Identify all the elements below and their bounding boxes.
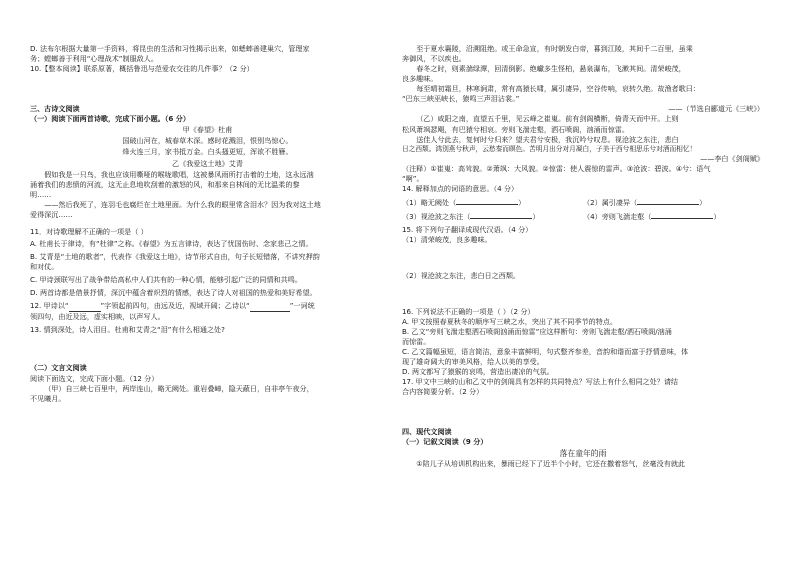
- section-3-2-title: （二）文言文阅读: [30, 363, 87, 373]
- passage-yi-line: 松风萧飒瑟飓，有巴猿兮相哀。旁则飞湍走壑，洒石喷阁，汹涌而惊雷。: [402, 124, 629, 134]
- q15-item-1: （1）清荣峻茂，良多趣味。: [402, 234, 492, 244]
- passage-jia-line: （甲）自三峡七百里中，两岸连山，略无阙处。重岩叠嶂，隐天蔽日，自非亭午夜分，: [44, 383, 314, 393]
- q11-option-d: D. 两首诗都是借景抒情，深沉中蕴含着炽烈的情感，表达了诗人对祖国的热爱和美好希望。: [30, 288, 317, 298]
- passage-yi-line: （乙）咸阳之南，直望五千里，见云峰之崔嵬。前有剑阁横断，倚青天而中开。上则: [416, 114, 679, 124]
- poem-1-title: 甲《春望》杜甫: [182, 125, 233, 135]
- section-3-title: 三、古诗文阅读: [30, 104, 80, 114]
- poem-1-line: 烽火连三月，家书抵万金。白头搔更短，浑欲不胜簪。: [122, 147, 293, 157]
- q16-option-b-cont: 而惊雷。: [402, 336, 431, 346]
- q14-label: （4）旁则飞湍走壑: [583, 212, 645, 222]
- q14-blank-2[interactable]: [637, 196, 699, 205]
- question-15: 15. 将下列句子翻译成现代汉语。（4 分）: [402, 224, 533, 234]
- q12-text: ”一词统: [289, 301, 315, 311]
- q9-option-d-line1: D. 法布尔根据大量第一手资料，将昆虫的生活和习性揭示出来，如蟋蟀善建巢穴，管理家: [30, 44, 310, 53]
- q11-option-b-cont: 和对仗。: [30, 262, 59, 272]
- passage-jia-line: 每至晴初霜旦，林寒涧肃，常有高猿长啸，属引凄异，空谷传响，哀转久绝。故渔者歌曰：: [416, 84, 700, 94]
- q11-option-a: A. 杜甫长于律诗，有“杜律”之称。《春望》为五言律诗，表达了忧国伤时、念家悲己之情。: [30, 238, 313, 248]
- passage-jia-line: 春冬之时，则素湍绿潭，回清倒影。绝巘多生怪柏，悬泉瀑布，飞漱其间。清荣峻茂，: [416, 64, 686, 74]
- passage-jia-line: 奔御风，不以疾也。: [402, 54, 466, 64]
- annotation-cont: “啊”。: [402, 174, 424, 184]
- q11-option-b: B. 艾青是“土地的歌者”，代表作《我爱这土地》，诗节形式自由，句子长短错落，不讲究押韵: [30, 252, 320, 261]
- q12-text: 12. 甲诗以“: [30, 301, 69, 311]
- poem-2-line: 涌着我们的悲愤的河流，这无止息地吹刮着的激怒的风，和那来自林间的无比温柔的黎: [30, 179, 300, 189]
- question-13: 13. 情到深处，诗人泪目。杜甫和艾青之“泪”有什么相通之处?: [30, 325, 225, 335]
- question-17: 17. 甲文中三峡的山和乙文中的剑阁具有怎样的共同特点？写法上有什么相同之处？请结: [402, 377, 679, 387]
- question-16: 16. 下列说法不正确的一项是（ ）（2 分）: [402, 306, 535, 316]
- q16-option-c: C. 乙文篇幅虽短，语言简洁，意象丰富鲜明，句式整齐参差，音韵和谐而富于抒情意味，体: [402, 346, 689, 356]
- question-17-cont: 合内容简要分析。（2 分）: [402, 387, 484, 397]
- q11-option-c: C. 甲诗颈联写出了战争带给高私中人们共有的一种心情，能够引起广泛的同情和共鸣。: [30, 275, 302, 285]
- essay-paragraph-1: ①陪儿子从培训机构出来，暴雨已经下了近半个小时，它还在撒着怒气，丝毫没有就此: [416, 459, 686, 469]
- question-12-cont: 领四句，由近及远，虚实相映，以声写人。: [30, 312, 165, 322]
- q14-blank-3[interactable]: [470, 210, 532, 219]
- poem-2-line: 爱得深沉……: [30, 209, 73, 219]
- q14-item-4: （4）旁则飞湍走壑（ ）: [583, 212, 721, 222]
- section-4-subtitle: （一）记叙文阅读（9 分）: [402, 437, 488, 447]
- q14-item-3: （3）视沧波之东注（ ）: [402, 212, 540, 222]
- question-14: 14. 解释加点的词语的意思。（4 分）: [402, 184, 519, 194]
- passage-jia-line: 不见曦月。: [30, 393, 66, 403]
- poem-1-line: 国破山河在，城春草木深。感时花溅泪，恨别鸟惊心。: [122, 136, 293, 146]
- q12-blank-1[interactable]: [69, 301, 101, 312]
- passage-yi-line: 日之西颓。鸿别燕兮秋声，云愁秦而暝色。苦明月出分对月凝白，子美于西兮相思乐兮对酒而相忆！: [402, 144, 697, 153]
- q15-item-2: （2）视沧波之东注，悲白日之西颓。: [402, 270, 521, 280]
- section-4-title: 四、现代文阅读: [402, 427, 452, 437]
- annotation: （注释）①崔嵬：高耸貌。②萧飒：大风貌。②惊雷：使人震惊的雷声。③沧波：碧波。④兮：语气: [402, 164, 711, 174]
- q14-row: [402, 196, 764, 208]
- q9-option-d-line2: 务；螳螂善于利用“心理战术”制服敌人。: [30, 54, 158, 64]
- q14-label: （1）略无阙处: [402, 198, 450, 208]
- q14-blank-1[interactable]: [456, 196, 518, 205]
- passage-yi-line: 送佳人兮此去，复何时兮归来？望夫君兮安极，我沉吟兮叹息。视沧波之东注，悲白: [416, 134, 679, 144]
- poem-2-line: 明……: [30, 189, 52, 199]
- q12-blank-2[interactable]: [250, 301, 290, 312]
- q14-label: （2）属引凄异: [583, 198, 631, 208]
- q16-option-b: B. 乙文“旁则飞湍走壑洒石喷阁汹涌而惊雷”应这样断句：旁则飞湍走壑/洒石喷阁/汹涌: [402, 326, 672, 336]
- question-11: 11．对诗歌理解不正确的一项是（ ）: [30, 226, 148, 236]
- question-10: 10.【整本阅读】联系原著，概括鲁迅与范爱农交往的几件事？（2 分）: [30, 64, 254, 74]
- q14-item-1: （1）略无阙处（ ）: [402, 198, 526, 208]
- q14-label: （3）视沧波之东注: [402, 212, 464, 222]
- passage-jia-line: 良多趣味。: [402, 74, 438, 84]
- section-3-2-intro: 阅读下面选文，完成下面小题。（12 分）: [30, 373, 159, 383]
- q16-option-d: D. 两文都写了猿猴的哀鸣，营造出凄凉的气氛。: [402, 367, 554, 377]
- q16-option-a: A. 甲文按照春夏秋冬的顺序写三峡之水，突出了其不同季节的特点。: [402, 316, 617, 326]
- passage-jia-line: 至于夏水襄陵，沿溯阻绝。或王命急宣，有时朝发白帝，暮到江陵，其间千二百里，虽乘: [416, 44, 693, 53]
- left-column: [30, 44, 385, 404]
- question-12: [30, 301, 385, 312]
- q14-row: [402, 210, 764, 222]
- q12-text: ”字领起前四句，由远及近，视域开阔；乙诗以“: [100, 301, 250, 311]
- poem-2-title: 乙《我爱这土地》艾青: [172, 158, 243, 168]
- q16-option-c-cont: 现了雄奇阔大的审美风格，给人以美的享受。: [402, 357, 544, 367]
- passage-yi-source: ——李白《剑阁赋》: [700, 154, 764, 164]
- right-column: [402, 44, 764, 470]
- poem-2-line: ——然后我死了，连羽毛也腐烂在土地里面。为什么我的眼里常含泪水？因为我对这土地: [44, 199, 321, 209]
- section-3-subtitle: （一）阅读下面两首诗歌，完成下面小题。（6 分）: [30, 114, 190, 124]
- q14-blank-4[interactable]: [651, 210, 713, 219]
- passage-jia-source: ——（节选自郦道元《三峡》）: [668, 104, 764, 114]
- poem-2-line: 假如我是一只鸟，我也应该用嘶哑的喉咙歌唱，这被暴风雨所打击着的土地，这永远汹: [44, 169, 314, 179]
- essay-title: 落在童年的雨: [559, 449, 607, 459]
- passage-jia-line: “巴东三峡巫峡长，猿鸣三声泪沾裳。”: [402, 94, 520, 104]
- q14-item-2: （2）属引凄异（ ）: [583, 198, 707, 208]
